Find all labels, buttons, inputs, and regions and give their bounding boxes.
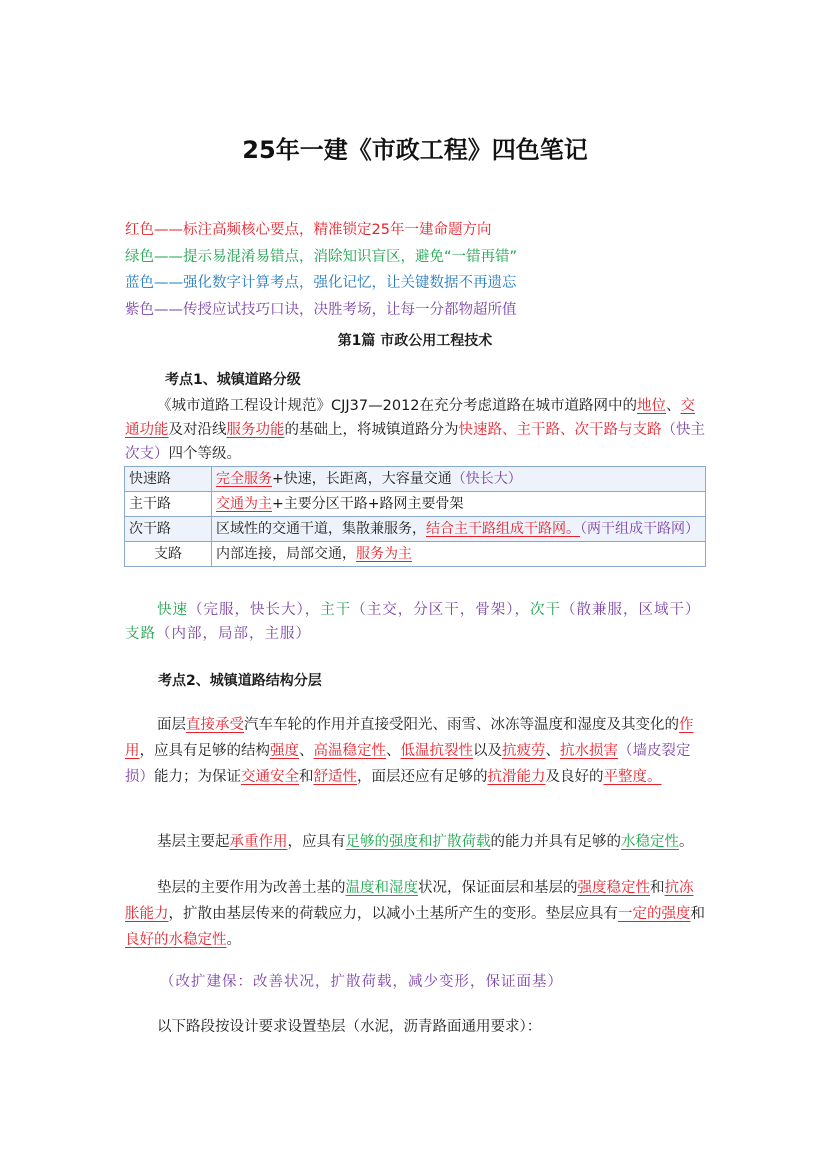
mnemonic-purple: （主交，分区干，骨架）， bbox=[351, 602, 530, 618]
surface-text: 汽车车轮的作用并直接受阳光、雨雪、冰冻等温度和湿度及其变化的 bbox=[244, 717, 679, 733]
cushion-green: 温度和湿度 bbox=[345, 880, 418, 896]
cushion-text: 状况，保证面层和基层的 bbox=[418, 880, 578, 896]
base-text: 的能力并具有足够的 bbox=[490, 834, 621, 850]
surface-red: 直接承受 bbox=[186, 717, 244, 733]
cushion-next-line: 以下路段按设计要求设置垫层（水泥，沥青路面通用要求）： bbox=[157, 1019, 542, 1035]
cell-red: 服务为主 bbox=[356, 546, 412, 562]
surface-text: 、 bbox=[299, 743, 314, 759]
surface-red: 作用 bbox=[125, 717, 694, 759]
base-red: 承重作用 bbox=[229, 834, 288, 850]
surface-red: 交通安全 bbox=[241, 769, 299, 785]
cell-text: +快速，长距离，大容量交通 bbox=[272, 471, 452, 487]
base-text: 。 bbox=[679, 834, 694, 850]
document-title: 25年一建《市政工程》四色笔记 bbox=[242, 136, 588, 164]
cell-purple: （两干组成干路网） bbox=[580, 521, 699, 537]
mnemonic-purple: （内部，局部，主服） bbox=[156, 626, 311, 642]
base-text: 基层主要起 bbox=[157, 834, 230, 850]
mnemonic-purple: （散兼服，区域干） bbox=[561, 602, 701, 618]
cushion-text: ，扩散由基层传来的荷载应力，以减小土基所产生的变形。垫层应具有 bbox=[168, 906, 618, 922]
legend-purple: 紫色——传授应试技巧口诀，决胜考场，让每一分都物超所值 bbox=[125, 301, 517, 318]
base-green: 足够的强度和扩散荷载 bbox=[345, 834, 491, 850]
mnemonic-green: 支路 bbox=[125, 626, 156, 642]
cell-purple: （快长大） bbox=[451, 471, 522, 487]
cushion-red: 强度稳定性 bbox=[577, 880, 650, 896]
cell-text: 内部连接，局部交通， bbox=[216, 546, 356, 562]
mnemonic-green: 次干 bbox=[530, 602, 561, 618]
table-cell-desc bbox=[212, 492, 706, 517]
part-title: 第1篇 市政公用工程技术 bbox=[337, 333, 493, 349]
mnemonic-green: 主干 bbox=[320, 602, 352, 618]
surface-text: 、 bbox=[545, 743, 560, 759]
legend-blue: 蓝色——强化数字计算考点，强化记忆，让关键数据不再遗忘 bbox=[125, 275, 517, 291]
surface-text: ，面层还应有足够的 bbox=[357, 769, 488, 785]
table-cell-name: 支路 bbox=[125, 542, 212, 567]
cushion-layer-paragraph bbox=[125, 875, 705, 953]
table-row bbox=[125, 467, 706, 492]
cell-red: 结合主干路组成干路网。 bbox=[426, 521, 580, 537]
surface-text: 以及 bbox=[473, 743, 502, 759]
point1-intro bbox=[125, 394, 705, 466]
surface-red: 低温抗裂性 bbox=[400, 743, 473, 759]
legend-green: 绿色——提示易混淆易错点，消除知识盲区，避免“一错再错” bbox=[125, 248, 518, 265]
color-legend bbox=[125, 217, 517, 323]
base-text: ，应具有 bbox=[287, 834, 346, 850]
legend-red: 红色——标注高频核心要点，精准锁定25年一建命题方向 bbox=[125, 222, 492, 238]
cushion-red: 一定的强度 bbox=[618, 906, 691, 922]
cushion-red: 良好的水稳定性 bbox=[125, 932, 227, 948]
table-cell-name: 次干路 bbox=[125, 517, 212, 542]
cell-text: +主要分区干路+路网主要骨架 bbox=[272, 496, 464, 512]
cushion-red: 抗冻胀能力 bbox=[125, 880, 694, 922]
surface-text: 、 bbox=[386, 743, 401, 759]
intro-red: 地位 bbox=[637, 398, 667, 414]
intro-text: 的基础上，将城镇道路分为 bbox=[284, 422, 459, 438]
surface-red: 抗滑能力 bbox=[487, 769, 546, 785]
intro-purple: （快主次支） bbox=[125, 422, 705, 462]
table-cell-name: 快速路 bbox=[125, 467, 212, 492]
surface-red: 平整度。 bbox=[603, 769, 662, 785]
table-row bbox=[125, 492, 706, 517]
surface-red: 抗疲劳 bbox=[502, 743, 546, 759]
road-class-table bbox=[124, 466, 706, 567]
base-green: 水稳定性 bbox=[621, 834, 679, 850]
surface-red: 抗水损害 bbox=[560, 743, 618, 759]
intro-red: 快速路、主干路、次干路与支路 bbox=[458, 422, 662, 438]
point1-heading: 考点1、城镇道路分级 bbox=[165, 372, 301, 388]
surface-text: 面层 bbox=[157, 717, 186, 733]
cell-red: 完全服务 bbox=[216, 471, 272, 487]
mnemonic-purple: （完服，快长大）， bbox=[188, 602, 321, 618]
intro-text: 、 bbox=[666, 398, 681, 414]
intro-text: 《城市道路工程设计规范》CJJ37—2012在充分考虑道路在城市道路网中的 bbox=[157, 398, 638, 414]
surface-purple: （墙皮裂定损） bbox=[125, 743, 691, 785]
point2-mnemonic: （改扩建保：改善状况，扩散荷载，减少变形，保证面基） bbox=[160, 974, 563, 990]
table-cell-desc bbox=[212, 517, 706, 542]
cell-text: 区域性的交通干道，集散兼服务， bbox=[216, 521, 426, 537]
cushion-text: 垫层的主要作用为改善土基的 bbox=[157, 880, 346, 896]
point2-heading: 考点2、城镇道路结构分层 bbox=[158, 673, 322, 689]
intro-red: 交通功能 bbox=[125, 398, 696, 438]
cushion-text: 和 bbox=[650, 880, 665, 896]
surface-text: 能力；为保证 bbox=[154, 769, 241, 785]
surface-layer-paragraph bbox=[125, 712, 705, 790]
surface-red: 强度 bbox=[270, 743, 299, 759]
table-row bbox=[125, 517, 706, 542]
surface-red: 舒适性 bbox=[313, 769, 357, 785]
point1-mnemonic bbox=[125, 598, 705, 646]
surface-text: ，应具有足够的结构 bbox=[139, 743, 270, 759]
cushion-text: 。 bbox=[226, 932, 241, 948]
intro-text: 及对沿线 bbox=[168, 422, 227, 438]
intro-red: 服务功能 bbox=[226, 422, 285, 438]
table-cell-desc bbox=[212, 542, 706, 567]
mnemonic-green: 快速 bbox=[157, 602, 188, 618]
base-layer-paragraph bbox=[125, 830, 705, 854]
surface-text: 和 bbox=[299, 769, 314, 785]
table-cell-name: 主干路 bbox=[125, 492, 212, 517]
surface-red: 高温稳定性 bbox=[313, 743, 386, 759]
table-cell-desc bbox=[212, 467, 706, 492]
table-row bbox=[125, 542, 706, 567]
cell-red: 交通为主 bbox=[216, 496, 272, 512]
intro-text: 四个等级。 bbox=[168, 446, 241, 462]
cushion-text: 和 bbox=[690, 906, 705, 922]
surface-text: 及良好的 bbox=[545, 769, 604, 785]
